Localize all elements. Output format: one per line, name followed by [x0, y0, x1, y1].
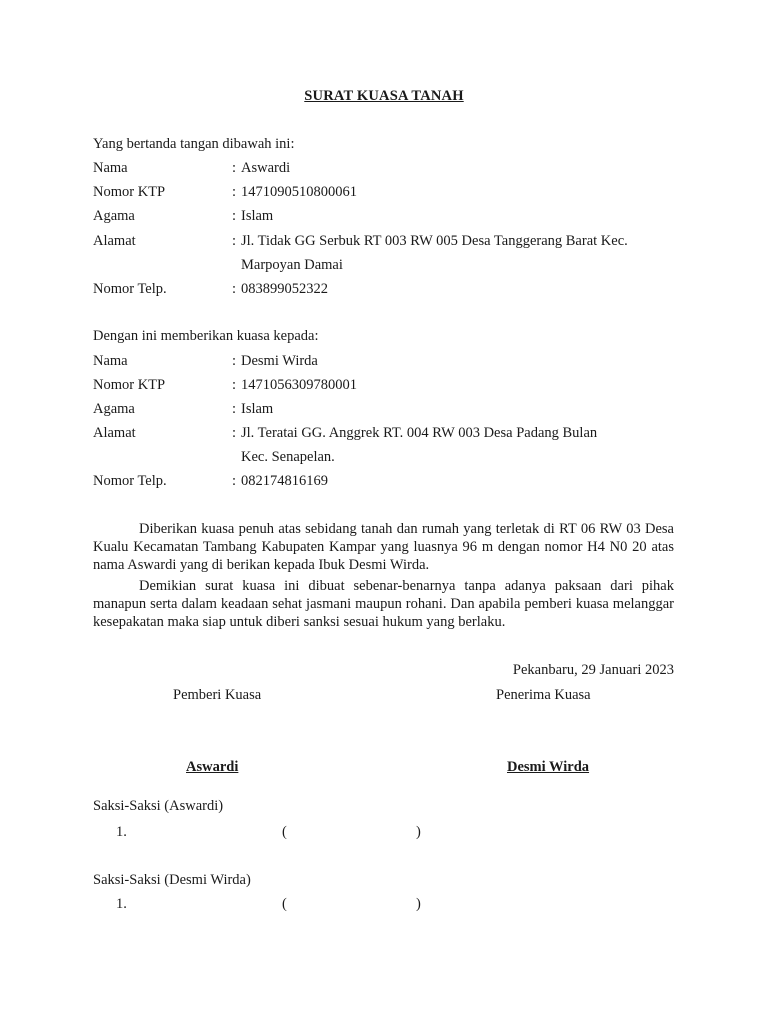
giver-signature-name: Aswardi — [186, 759, 239, 775]
grantee-phone-value: 082174816169 — [241, 473, 328, 489]
witness-close-paren: ) — [416, 896, 421, 912]
grantee-ktp-label: Nomor KTP — [93, 377, 166, 393]
colon: : — [232, 208, 237, 224]
grantor-address-value-cont: Marpoyan Damai — [241, 257, 343, 273]
grantor-name-label: Nama — [93, 160, 128, 176]
colon: : — [232, 425, 237, 441]
body-paragraph-2-text: Demikian surat kuasa ini dibuat sebenar-benarnya tanpa adanya paksaan dari pihak manapun serta dalam keadaan sehat jasmani maupun rohani. Dan apabila pemberi kuasa melanggar kesepakatan maka siap untuk diberi sanksi sesuai hukum yang berlaku. — [93, 578, 674, 630]
body-paragraph-1-text: Diberikan kuasa penuh atas sebidang tanah dan rumah yang terletak di RT 06 RW 03 Desa Kualu Kecamatan Tambang Kabupaten Kampar yang luasnya 96 m dengan nomor H4 N0 20 atas nama Aswardi yang di berikan kepada Ibuk Desmi Wirda. — [93, 521, 674, 573]
colon: : — [232, 160, 237, 176]
witness-open-paren: ( — [282, 824, 287, 840]
grantee-address-value-cont: Kec. Senapelan. — [241, 449, 335, 465]
witness-number: 1. — [116, 896, 127, 912]
colon: : — [232, 233, 237, 249]
grantor-address-label: Alamat — [93, 233, 136, 249]
grantor-religion-value: Islam — [241, 208, 274, 224]
grantee-religion-value: Islam — [241, 401, 274, 417]
giver-role: Pemberi Kuasa — [173, 687, 262, 703]
grantee-address-value: Jl. Teratai GG. Anggrek RT. 004 RW 003 Desa Padang Bulan — [241, 425, 598, 441]
grantee-address-label: Alamat — [93, 425, 136, 441]
colon: : — [232, 281, 237, 297]
grantor-phone-value: 083899052322 — [241, 281, 328, 297]
grantor-ktp-value: 1471090510800061 — [241, 184, 357, 200]
witness-heading-aswardi: Saksi-Saksi (Aswardi) — [93, 798, 224, 814]
colon: : — [232, 184, 237, 200]
grantee-phone-label: Nomor Telp. — [93, 473, 167, 489]
place-date: Pekanbaru, 29 Januari 2023 — [512, 662, 674, 678]
grantor-address-value: Jl. Tidak GG Serbuk RT 003 RW 005 Desa Tanggerang Barat Kec. — [241, 233, 628, 249]
colon: : — [232, 377, 237, 393]
witness-heading-desmi-wirda: Saksi-Saksi (Desmi Wirda) — [93, 872, 251, 888]
body-paragraph-1 — [93, 520, 674, 574]
witness-open-paren: ( — [282, 896, 287, 912]
grantee-religion-label: Agama — [93, 401, 135, 417]
grantee-intro: Dengan ini memberikan kuasa kepada: — [93, 328, 319, 344]
grantee-ktp-value: 1471056309780001 — [241, 377, 357, 393]
grantor-religion-label: Agama — [93, 208, 135, 224]
grantor-ktp-label: Nomor KTP — [93, 184, 166, 200]
receiver-signature-name: Desmi Wirda — [507, 759, 590, 775]
grantee-name-label: Nama — [93, 353, 128, 369]
grantor-intro: Yang bertanda tangan dibawah ini: — [93, 136, 295, 152]
witness-number: 1. — [116, 824, 127, 840]
receiver-role: Penerima Kuasa — [496, 687, 591, 703]
document-title: SURAT KUASA TANAH — [304, 88, 464, 104]
witness-close-paren: ) — [416, 824, 421, 840]
colon: : — [232, 473, 237, 489]
colon: : — [232, 401, 237, 417]
grantee-name-value: Desmi Wirda — [241, 353, 318, 369]
colon: : — [232, 353, 237, 369]
grantor-name-value: Aswardi — [241, 160, 291, 176]
grantor-phone-label: Nomor Telp. — [93, 281, 167, 297]
body-paragraph-2 — [93, 577, 674, 631]
